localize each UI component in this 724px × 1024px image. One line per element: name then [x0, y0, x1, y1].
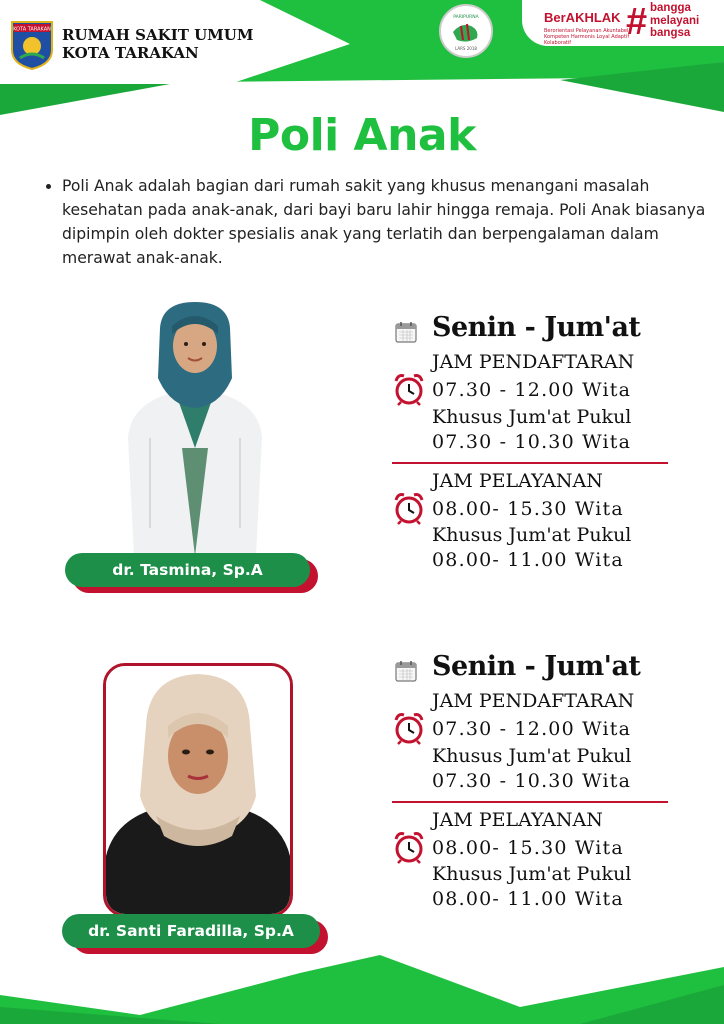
- intro-paragraph: • Poli Anak adalah bagian dari rumah sakit yang khusus menangani masalah kesehatan pada anak-anak, dari bayi baru lahir hingga remaja. Poli Anak biasanya dipimpin oleh dokter spesialis anak yang terlatih dan berpengalaman dalam merawat anak-anak.: [62, 174, 712, 270]
- berakhlak-values: Berorientasi Pelayanan Akuntabel Kompeten Harmonis Loyal Adaptif Kolaboratif: [544, 28, 630, 46]
- berakhlak-word: BerAKHLAK: [544, 10, 621, 25]
- doctor-2-days: Senin - Jum'at: [432, 651, 641, 682]
- doctor-1-schedule: [395, 314, 695, 584]
- doctor-1-name: dr. Tasmina, Sp.A: [65, 553, 310, 587]
- doctor-1-registration-friday-time: 07.30 - 10.30 Wita: [432, 431, 632, 453]
- footer-background: [0, 955, 724, 1024]
- slogan-word-2: melayani: [650, 14, 700, 27]
- berakhlak-logo: [522, 0, 724, 46]
- doctor-1-service-friday-label: Khusus Jum'at Pukul: [432, 524, 632, 546]
- badge-text: PARIPURNA: [453, 15, 479, 20]
- doctor-1-photo: [120, 298, 270, 556]
- alarm-clock-icon: [392, 372, 426, 406]
- doctor-1-registration-time: 07.30 - 12.00 Wita: [432, 379, 632, 401]
- alarm-clock-icon: [392, 491, 426, 525]
- doctor-2-registration-friday-label: Khusus Jum'at Pukul: [432, 745, 632, 767]
- doctor-2-schedule: [395, 653, 695, 923]
- alarm-clock-icon: [392, 711, 426, 745]
- intro-list: [40, 174, 712, 270]
- doctor-2-name: dr. Santi Faradilla, Sp.A: [62, 914, 320, 948]
- doctor-2-portrait: [106, 666, 290, 914]
- alarm-clock-icon: [392, 830, 426, 864]
- hospital-name-line2: KOTA TARAKAN: [62, 44, 199, 62]
- doctor-2-service-friday-time: 08.00- 11.00 Wita: [432, 888, 624, 910]
- doctor-2-service-friday-label: Khusus Jum'at Pukul: [432, 863, 632, 885]
- slogan-text: [650, 2, 699, 40]
- slogan-hash: #: [626, 1, 648, 43]
- doctor-2-registration-friday-time: 07.30 - 10.30 Wita: [432, 770, 632, 792]
- city-shield-logo: [10, 20, 54, 70]
- doctor-1-registration-friday-label: Khusus Jum'at Pukul: [432, 406, 632, 428]
- doctor-1-service-time: 08.00- 15.30 Wita: [432, 498, 624, 520]
- doctor-1-service-label: JAM PELAYANAN: [432, 470, 603, 492]
- doctor-1-days: Senin - Jum'at: [432, 312, 641, 343]
- doctor-1-registration-label: JAM PENDAFTARAN: [432, 351, 635, 373]
- doctor-2-registration-label: JAM PENDAFTARAN: [432, 690, 635, 712]
- slogan-word-3: bangsa: [650, 27, 691, 39]
- doctor-1-service-friday-time: 08.00- 11.00 Wita: [432, 549, 624, 571]
- badge-sub: LARS 2018: [455, 46, 477, 51]
- accreditation-badge: [439, 4, 493, 58]
- doctor-2-service-label: JAM PELAYANAN: [432, 809, 603, 831]
- calendar-icon: [395, 660, 417, 682]
- hospital-name-line1: RUMAH SAKIT UMUM: [62, 26, 254, 44]
- accreditation-emblem-icon: [441, 6, 491, 56]
- doctor-2-registration-time: 07.30 - 12.00 Wita: [432, 718, 632, 740]
- slogan-word-1: bangga: [650, 2, 691, 14]
- hospital-name: [62, 26, 253, 62]
- calendar-icon: [395, 321, 417, 343]
- page-title: Poli Anak: [248, 110, 476, 161]
- doctor-2-service-time: 08.00- 15.30 Wita: [432, 837, 624, 859]
- shield-text: KOTA TARAKAN: [13, 26, 51, 33]
- doctor-2-photo: [103, 663, 293, 917]
- schedule-divider: [392, 801, 668, 803]
- schedule-divider: [392, 462, 668, 464]
